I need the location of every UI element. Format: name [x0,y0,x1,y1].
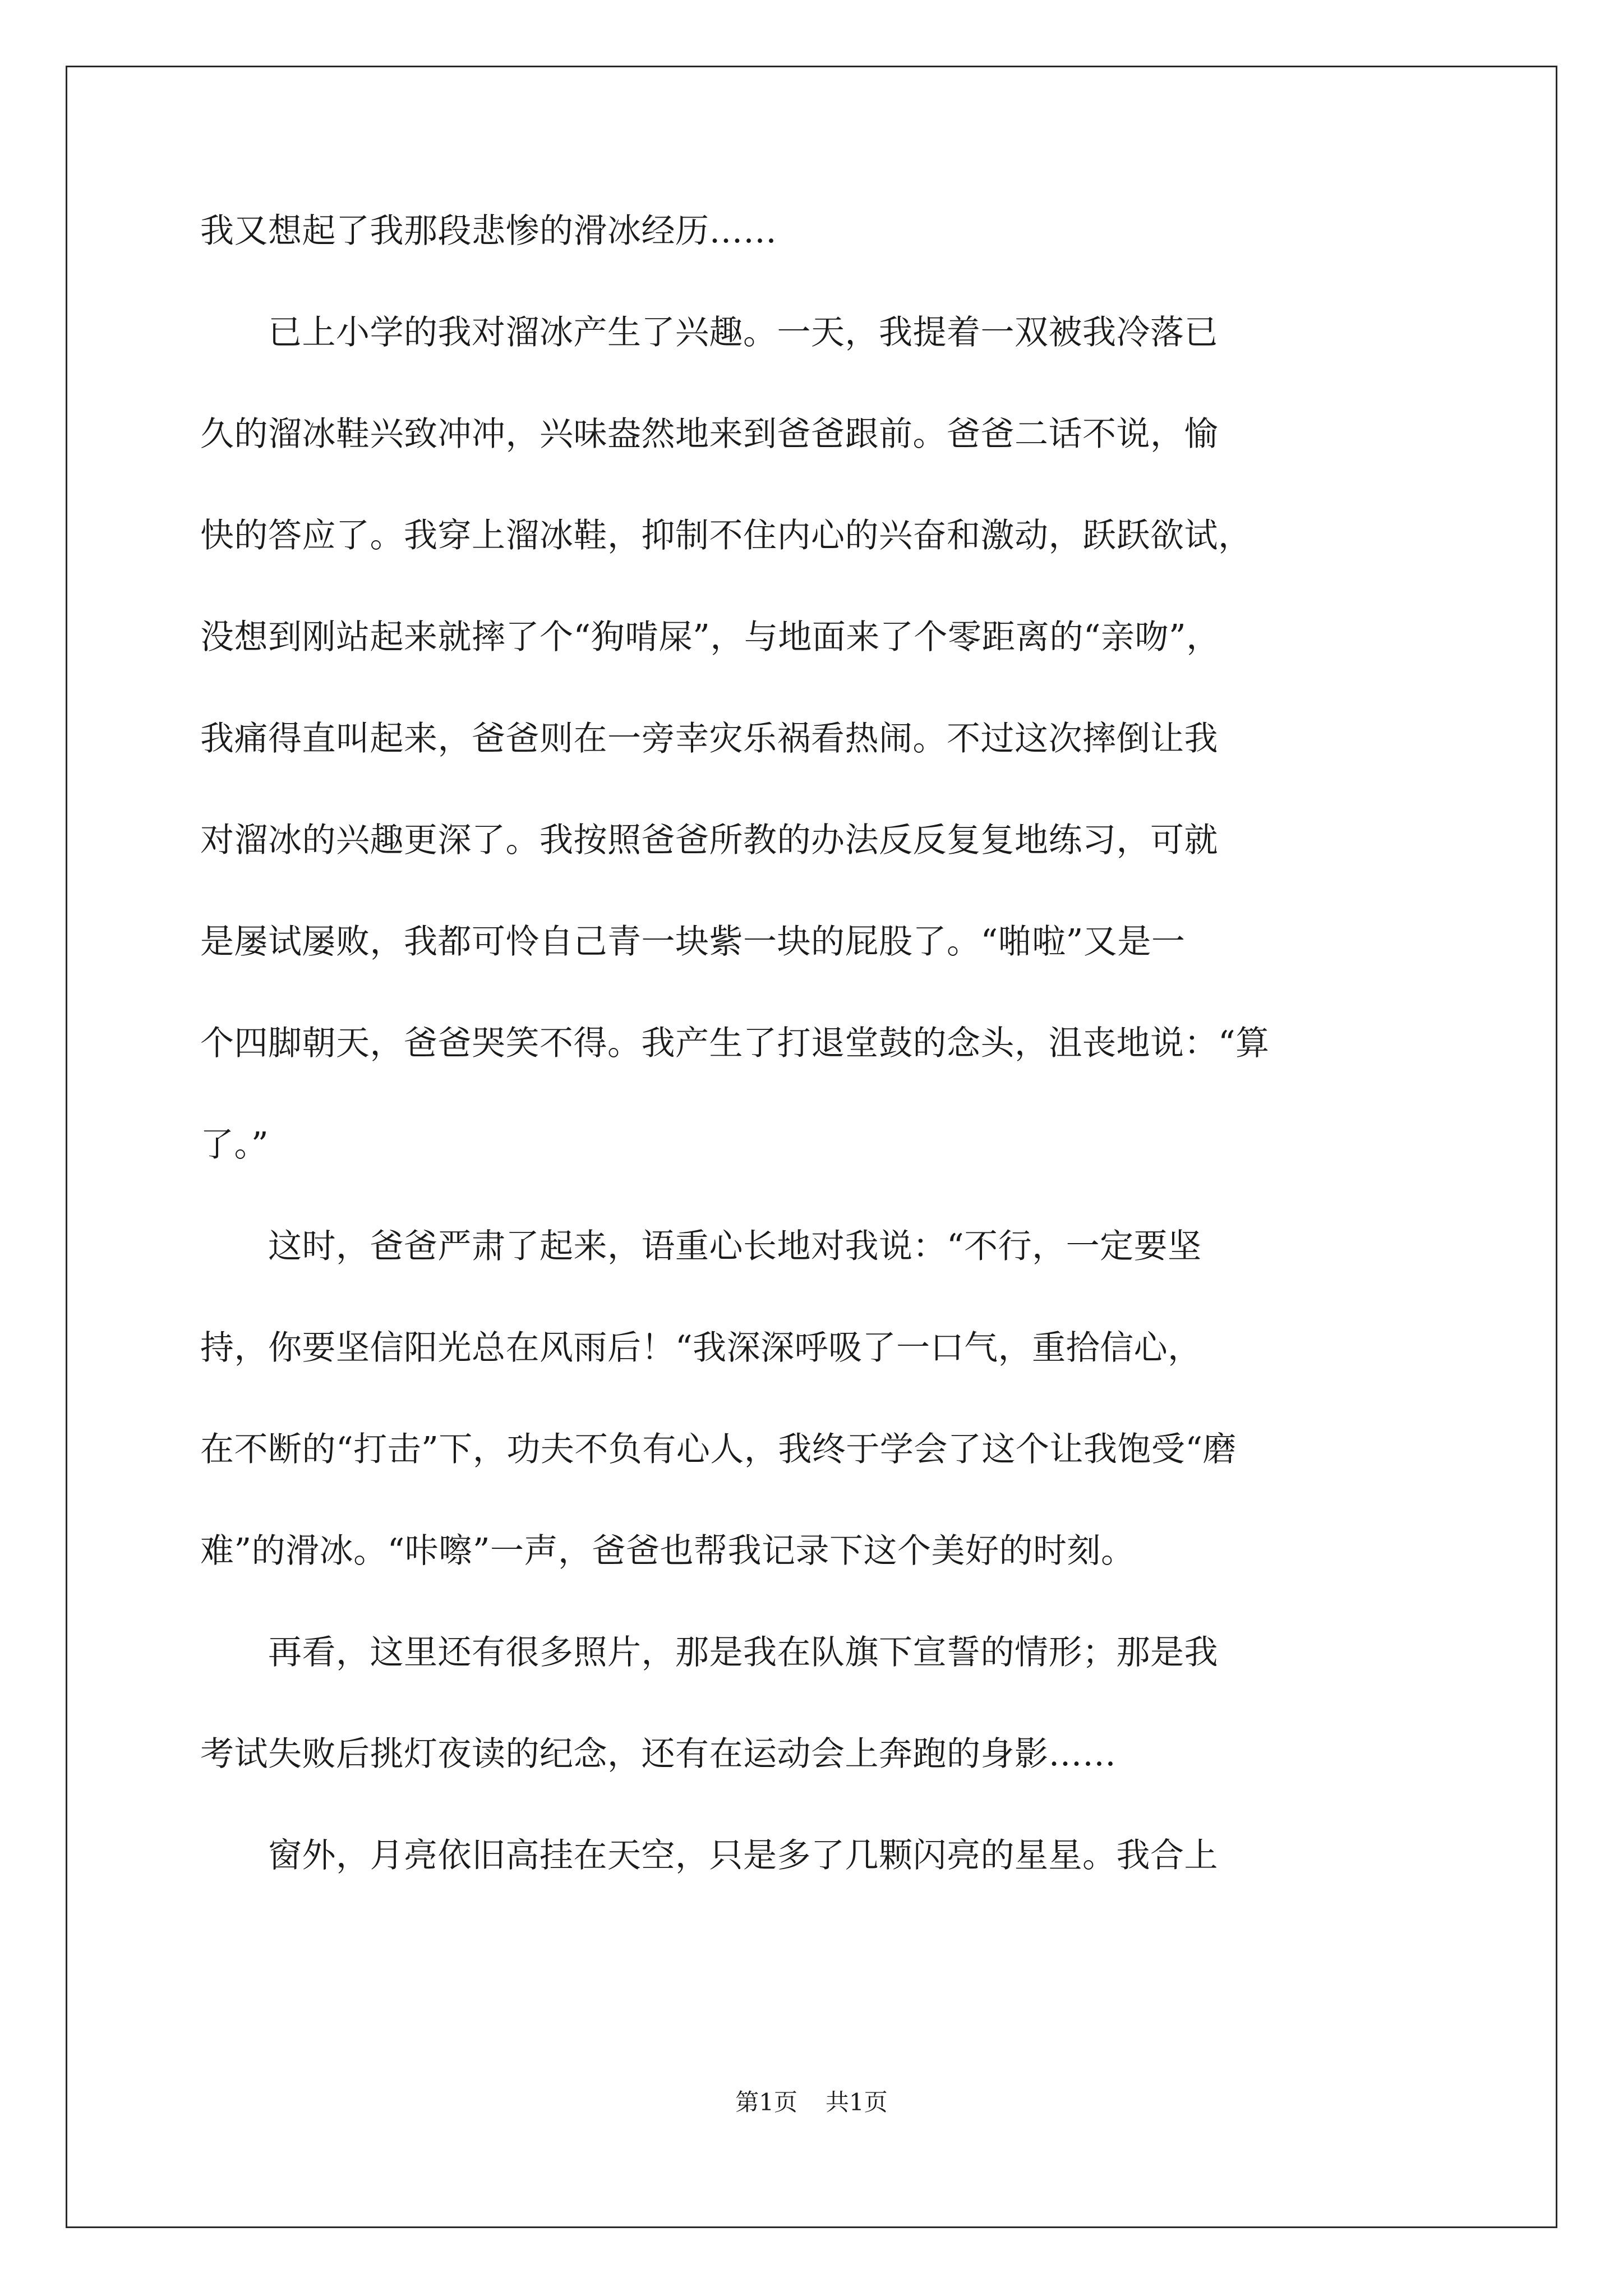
text-line-17: 窗外，月亮依旧高挂在天空，只是多了几颗闪亮的星星。我合上 [200,1836,1218,1875]
text-line-8: 是屡试屡败，我都可怜自己青一块紫一块的屁股了。“啪啦”又是一 [200,922,1186,961]
text-line-11: 这时，爸爸严肃了起来，语重心长地对我说：“不行，一定要坚 [200,1227,1202,1266]
text-line-14: 难”的滑冰。“咔嚓”一声，爸爸也帮我记录下这个美好的时刻。 [200,1531,1135,1571]
text-line-12: 持，你要坚信阳光总在风雨后！“我深深呼吸了一口气，重拾信心， [200,1328,1202,1368]
text-line-15: 再看，这里还有很多照片，那是我在队旗下宣誓的情形；那是我 [200,1633,1218,1672]
text-line-5: 没想到刚站起来就摔了个“狗啃屎”，与地面来了个零距离的“亲吻”， [200,618,1220,657]
page-number-current: 第1页 [735,2088,797,2116]
text-line-16: 考试失败后挑灯夜读的纪念，还有在运动会上奔跑的身影…… [200,1734,1117,1774]
text-line-4: 快的答应了。我穿上溜冰鞋，抑制不住内心的兴奋和激动，跃跃欲试， [200,516,1252,555]
text-line-3: 久的溜冰鞋兴致冲冲，兴味盎然地来到爸爸跟前。爸爸二话不说，愉 [200,415,1218,454]
page-footer [0,2086,1623,2119]
text-line-6: 我痛得直叫起来，爸爸则在一旁幸灾乐祸看热闹。不过这次摔倒让我 [200,719,1218,758]
page-number-total: 共1页 [826,2088,888,2116]
text-line-7: 对溜冰的兴趣更深了。我按照爸爸所教的办法反反复复地练习，可就 [200,821,1218,860]
text-line-9: 个四脚朝天，爸爸哭笑不得。我产生了打退堂鼓的念头，沮丧地说：“算 [200,1024,1270,1063]
text-line-2: 已上小学的我对溜冰产生了兴趣。一天，我提着一双被我冷落已 [200,313,1218,352]
text-line-1: 我又想起了我那段悲惨的滑冰经历…… [200,211,777,251]
text-line-13: 在不断的“打击”下，功夫不负有心人，我终于学会了这个让我饱受“磨 [200,1430,1237,1469]
text-line-10: 了。” [200,1125,269,1165]
